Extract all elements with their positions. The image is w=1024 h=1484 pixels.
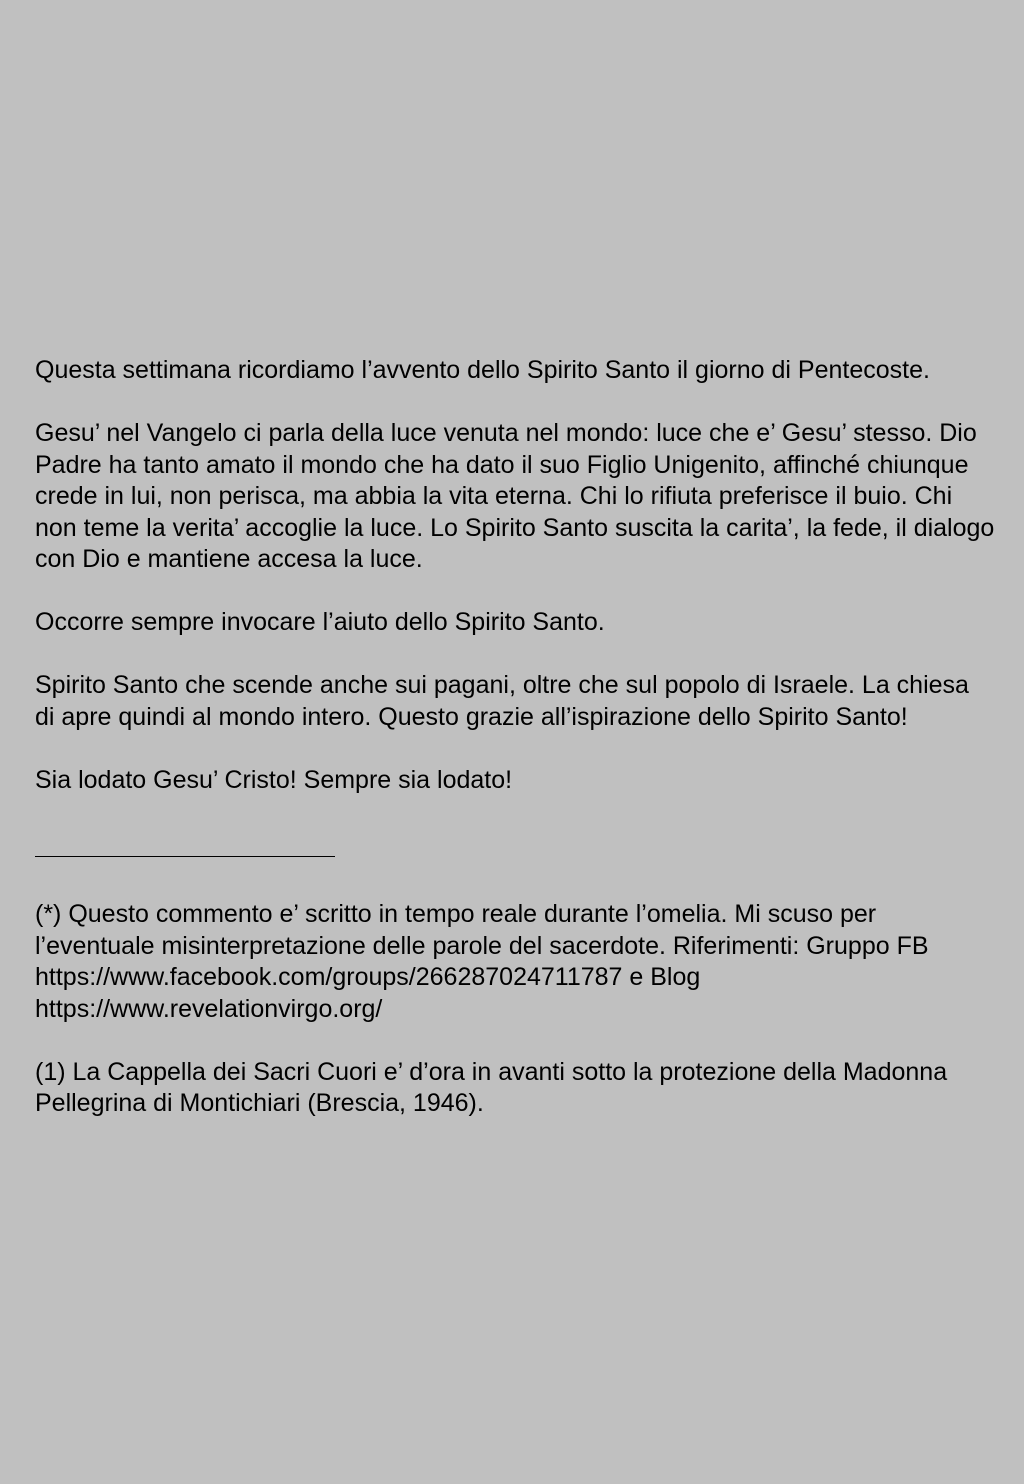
footnote-one: (1) La Cappella dei Sacri Cuori e’ d’ora in avanti sotto la protezione della Madonna Pellegrina di Montichiari (Brescia, 1946). <box>35 1057 948 1117</box>
paragraph-gospel: Gesu’ nel Vangelo ci parla della luce venuta nel mondo: luce che e’ Gesu’ stesso. Dio Padre ha tanto amato il mondo che ha dato il suo Figlio Unigenito, affinché chiunque crede in lui, non perisca, ma abbia la vita eterna. Chi lo rifiuta preferisce il buio. Chi non teme la verita’ accoglie la luce. Lo Spirito Santo suscita la carita’, la fede, il dialogo con Dio e mantiene accesa la luce. <box>35 419 995 573</box>
document-body <box>35 355 995 1151</box>
footnote-divider <box>35 856 335 857</box>
paragraph-closing: Sia lodato Gesu’ Cristo! Sempre sia lodato! <box>35 765 513 794</box>
paragraph-intro: Questa settimana ricordiamo l’avvento dello Spirito Santo il giorno di Pentecoste. <box>35 356 930 384</box>
footnote-asterisk: (*) Questo commento e’ scritto in tempo reale durante l’omelia. Mi scuso per l’eventuale misinterpretazione delle parole del sacerdote. Riferimenti: Gruppo FB https://www.facebook.com/groups/266287024711787 e Blog https://www.revelationvirgo.org/ <box>35 900 929 1023</box>
paragraph-pagans: Spirito Santo che scende anche sui pagani, oltre che sul popolo di Israele. La chiesa di apre quindi al mondo intero. Questo grazie all’ispirazione dello Spirito Santo! <box>35 671 969 731</box>
paragraph-invocation: Occorre sempre invocare l’aiuto dello Spirito Santo. <box>35 608 605 636</box>
